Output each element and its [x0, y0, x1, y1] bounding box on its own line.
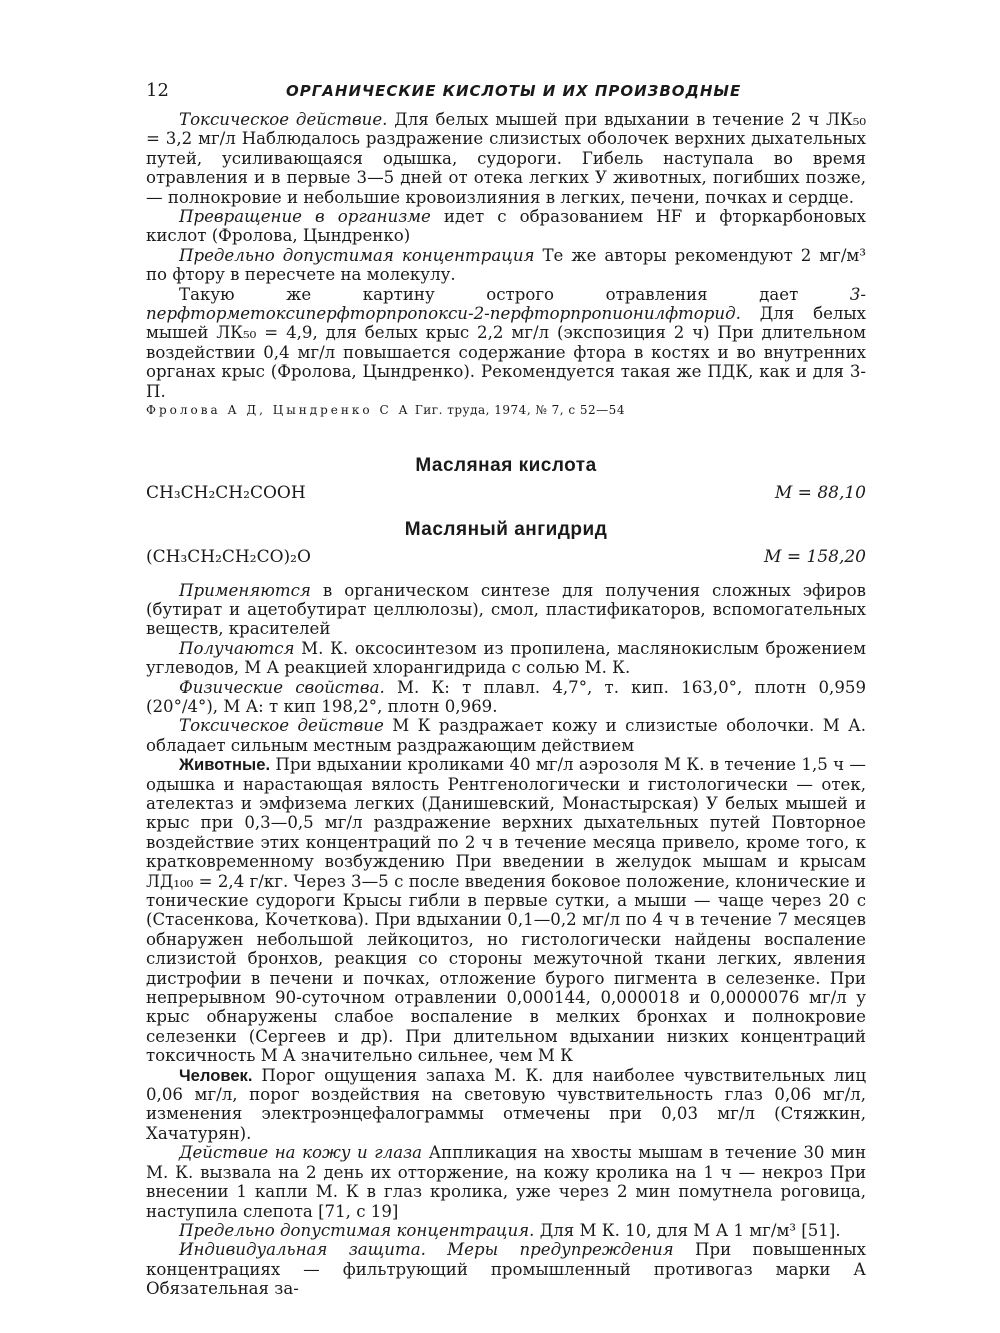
paragraph-toxic-action-2	[146, 716, 866, 755]
label-conversion: Превращение в организме	[179, 207, 431, 227]
text-physical: М. К: т плавл. 4,7°, т. кип. 163,0°, плотн 0,959 (20°/4°), М А: т кип 198,2°, плотн 0,969.	[146, 677, 866, 716]
section-perfluoro	[146, 110, 866, 421]
text-mac-2: Для М К. 10, для М А 1 мг/м³ [51].	[534, 1220, 841, 1240]
paragraph-similar	[146, 285, 866, 401]
label-production: Получаются	[179, 638, 295, 658]
text-skin-eyes: Аппликация на хвосты мышам в течение 30 мин М. К. вызвала на 2 день их отторжение, на кожу кролика на 1 ч — некроз При внесении 1 капли М. К в глаз кролика, уже через 2 мин помутнела роговица, наступила слепота [71, с 19]	[146, 1143, 866, 1221]
title-butyric-anhydride: Масляный ангидрид	[404, 518, 608, 540]
label-skin-eyes: Действие на кожу и глаза	[179, 1143, 423, 1163]
label-physical: Физические свойства.	[179, 677, 385, 697]
formula-row-acid	[146, 483, 866, 503]
title-butyric-acid: Масляная кислота	[415, 454, 597, 476]
compound-name: 3-перфторметоксиперфторпропокси-2-перфторпропионилфторид.	[146, 284, 866, 324]
text-toxic-action: Для белых мышей при вдыхании в течение 2 ч ЛК₅₀ = 3,2 мг/л Наблюдалось раздражение слизистых оболочек верхних дыхательных путей, усиливающаяся одышка, судороги. Гибель наступала во время отравления и в первые 3—5 дней от отека легких У животных, погибших позже, — полнокровие и небольшие кровоизлияния в легких, печени, почках и сердце.	[146, 110, 866, 207]
paragraph-human	[146, 1066, 866, 1144]
label-use: Применяются	[179, 580, 311, 600]
formula-acid: CH₃CH₂CH₂COOH	[146, 482, 306, 503]
text-similar-1: Такую же картину острого отравления дает	[179, 284, 850, 304]
text-animals: При вдыхании кроликами 40 мг/л аэрозоля М К. в течение 1,5 ч — одышка и нарастающая вялость Рентгенологически и гистологически — отек, ателектаз и эмфизема легких (Данишевский, Монастырская) У белых мышей и крыс при 0,3—0,5 мг/л раздражение верхних дыхательных путей Повторное воздействие этих концентраций по 2 ч в течение месяца привело, кроме того, к кратковременному возбуждению При введении в желудок мышам и крысам ЛД₁₀₀ = 2,4 г/кг. Через 3—5 с после введения боковое положение, клонические и тонические судороги Крысы гибли в первые сутки, а мыши — чаще через 20 с (Стасенкова, Кочеткова). При вдыхании 0,1—0,2 мг/л по 4 ч в течение 7 месяцев обнаружен небольшой лейкоцитоз, но гистологически найдены воспаление слизистой бронхов, реакция со стороны межуточной ткани легких, явления дистрофии в печени и почках, отложение бурого пигмента в селезенке. При непрерывном 90-суточном отравлении 0,000144, 0,000018 и 0,0000076 мг/л у крыс обнаружены слабое воспаление в мелких бронхах и полнокровие селезенки (Сергеев и др). При длительном вдыхании низких концентраций токсичность М А значительно сильнее, чем М К	[146, 755, 866, 1066]
label-toxic-action-2: Токсическое действие	[179, 716, 384, 736]
paragraph-conversion	[146, 207, 866, 246]
text-mac: Те же авторы рекомендуют 2 мг/м³ по фтору в пересчете на молекулу.	[146, 245, 866, 285]
page-number: 12	[146, 80, 169, 101]
molar-mass-acid: M = 88,10	[774, 482, 866, 503]
paragraph-toxic-action	[146, 110, 866, 207]
label-human: Человек.	[179, 1065, 253, 1085]
text-similar-2: Для белых мышей ЛК₅₀ = 4,9, для белых крыс 2,2 мг/л (экспозиция 2 ч) При длительном воздействии 0,4 мг/л повышается содержание фтора в костях и во внутренних органах крыс (Фролова, Цындренко). Рекомендуется такая же ПДК, как и для 3-П.	[146, 304, 866, 401]
text-protection: При повышенных концентрациях — фильтрующий промышленный противогаз марки А Обязательная за-	[146, 1240, 866, 1299]
text-production: М. К. оксосинтезом из пропилена, маслянокислым брожением углеводов, М А реакцией хлорангидрида с солью М. К.	[146, 638, 866, 678]
reference	[146, 401, 866, 420]
formula-row-anhydride	[146, 547, 866, 567]
label-mac: Предельно допустимая концентрация	[179, 245, 535, 265]
reference-source: Гиг. труда, 1974, № 7, с 52—54	[410, 403, 625, 418]
molar-mass-anhydride: M = 158,20	[764, 546, 866, 567]
reference-authors: Фролова А Д, Цындренко С А	[146, 403, 411, 418]
paragraph-protection	[146, 1240, 866, 1298]
paragraph-skin-eyes	[146, 1143, 866, 1221]
running-title: ОРГАНИЧЕСКИЕ КИСЛОТЫ И ИХ ПРОИЗВОДНЫЕ	[286, 82, 742, 100]
text-conversion: идет с образованием HF и фторкарбоновых кислот (Фролова, Цындренко)	[146, 207, 866, 246]
page	[146, 76, 866, 1299]
label-animals: Животные.	[179, 755, 271, 775]
paragraph-physical	[146, 678, 866, 717]
text-human: Порог ощущения запаха М. К. для наиболее чувствительных лиц 0,06 мг/л, порог воздействия на световую чувствительность глаз 0,06 мг/л, изменения электроэнцефалограммы отмечены при 0,03 мг/л (Стяжкин, Хачатурян).	[146, 1065, 866, 1143]
label-mac-2: Предельно допустимая концентрация.	[179, 1220, 535, 1240]
section-butyric	[146, 581, 866, 1299]
formula-anhydride: (CH₃CH₂CH₂CO)₂O	[146, 546, 311, 567]
paragraph-mac	[146, 246, 866, 285]
label-toxic-action: Токсическое действие.	[179, 110, 388, 129]
paragraph-mac-2	[146, 1221, 866, 1240]
page-header	[146, 76, 866, 110]
text-toxic-action-2: М К раздражает кожу и слизистые оболочки. М А. обладает сильным местным раздражающим действием	[146, 716, 866, 755]
paragraph-production	[146, 639, 866, 678]
label-protection: Индивидуальная защита. Меры предупреждения	[179, 1240, 674, 1260]
paragraph-use	[146, 581, 866, 639]
paragraph-animals	[146, 755, 866, 1066]
text-use: в органическом синтезе для получения сложных эфиров (бутират и ацетобутират целлюлозы), смол, пластификаторов, вспомогательных веществ, красителей	[146, 580, 866, 639]
